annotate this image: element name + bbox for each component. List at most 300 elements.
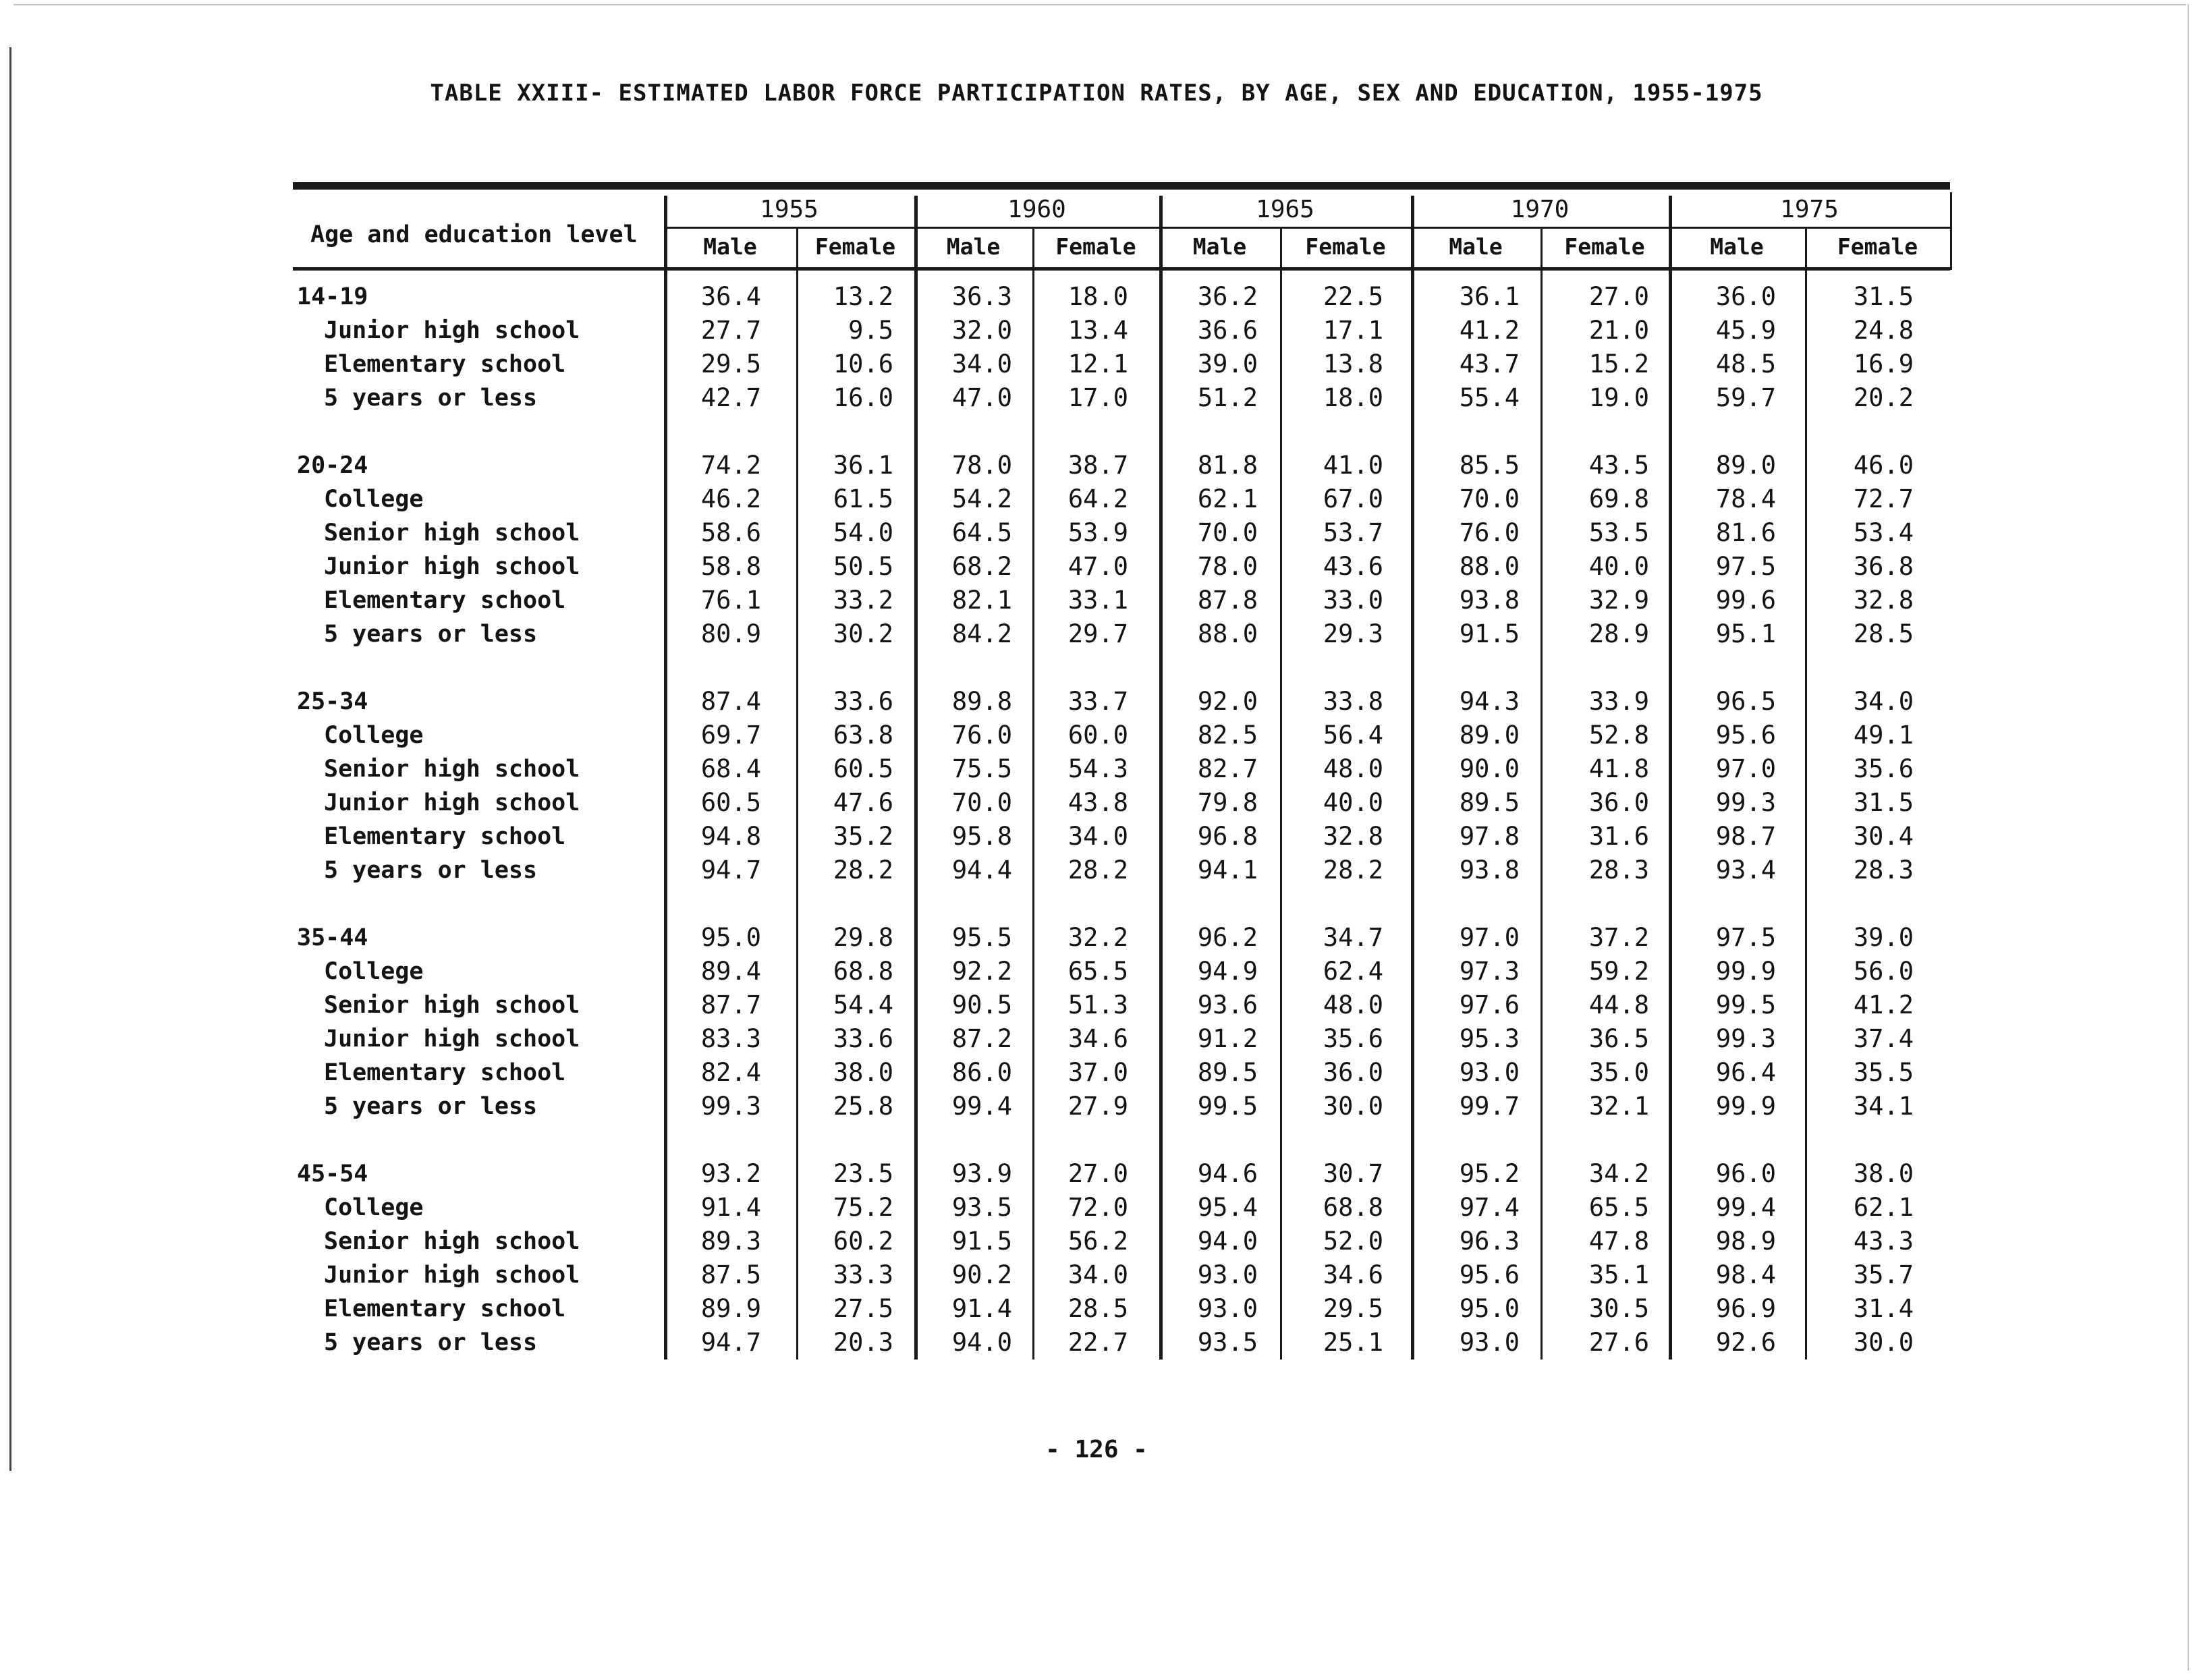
table-cell: 35.0 bbox=[1588, 1058, 1649, 1087]
table-cell: 87.4 bbox=[700, 687, 761, 716]
table-cell: 94.3 bbox=[1459, 687, 1520, 716]
table-cell: 28.2 bbox=[833, 856, 893, 885]
table-cell: 43.6 bbox=[1323, 552, 1383, 581]
table-cell: 32.8 bbox=[1323, 822, 1383, 851]
table-cell: 30.2 bbox=[833, 619, 893, 648]
table-cell: 9.5 bbox=[848, 316, 893, 345]
age-group-label: 20-24 bbox=[297, 452, 368, 479]
table-cell: 74.2 bbox=[700, 451, 761, 480]
table-cell: 64.5 bbox=[951, 518, 1012, 547]
table-cell: 76.0 bbox=[1459, 518, 1520, 547]
table-cell: 89.0 bbox=[1715, 451, 1776, 480]
table-cell: 28.3 bbox=[1588, 856, 1649, 885]
table-cell: 89.9 bbox=[700, 1294, 761, 1323]
page-border-left bbox=[9, 47, 11, 1471]
table-cell: 75.2 bbox=[833, 1193, 893, 1222]
table-cell: 19.0 bbox=[1588, 383, 1649, 412]
table-cell: 95.5 bbox=[951, 923, 1012, 952]
table-cell: 82.4 bbox=[700, 1058, 761, 1087]
table-cell: 35.2 bbox=[833, 822, 893, 851]
table-cell: 47.0 bbox=[1067, 552, 1128, 581]
table-cell: 35.5 bbox=[1853, 1058, 1914, 1087]
table-cell: 78.0 bbox=[951, 451, 1012, 480]
table-cell: 43.5 bbox=[1588, 451, 1649, 480]
table-cell: 78.0 bbox=[1197, 552, 1258, 581]
education-level-label: Junior high school bbox=[324, 1026, 580, 1053]
table-cell: 17.0 bbox=[1067, 383, 1128, 412]
table-cell: 60.2 bbox=[833, 1227, 893, 1256]
table-cell: 36.0 bbox=[1323, 1058, 1383, 1087]
sex-subheader: Female bbox=[814, 233, 896, 260]
table-cell: 33.1 bbox=[1067, 586, 1128, 615]
sex-subheader: Male bbox=[1192, 233, 1247, 260]
column-rule bbox=[1950, 192, 1952, 270]
sex-subheader: Female bbox=[1055, 233, 1136, 260]
education-level-label: 5 years or less bbox=[324, 1329, 538, 1356]
table-cell: 99.6 bbox=[1715, 586, 1776, 615]
table-cell: 10.6 bbox=[833, 349, 893, 379]
table-cell: 88.0 bbox=[1459, 552, 1520, 581]
table-cell: 46.2 bbox=[700, 484, 761, 513]
table-cell: 70.0 bbox=[1459, 484, 1520, 513]
table-cell: 89.3 bbox=[700, 1227, 761, 1256]
table-cell: 35.6 bbox=[1853, 754, 1914, 783]
table-cell: 68.4 bbox=[700, 754, 761, 783]
table-cell: 22.5 bbox=[1323, 282, 1383, 311]
table-cell: 96.0 bbox=[1715, 1159, 1776, 1188]
education-level-label: 5 years or less bbox=[324, 857, 538, 884]
table-cell: 38.0 bbox=[1853, 1159, 1914, 1188]
table-cell: 37.2 bbox=[1588, 923, 1649, 952]
table-cell: 82.5 bbox=[1197, 721, 1258, 750]
sex-subheader: Male bbox=[1449, 233, 1503, 260]
table-cell: 69.8 bbox=[1588, 484, 1649, 513]
table-cell: 96.3 bbox=[1459, 1227, 1520, 1256]
table-cell: 13.8 bbox=[1323, 349, 1383, 379]
table-cell: 99.4 bbox=[951, 1092, 1012, 1121]
table-cell: 87.8 bbox=[1197, 586, 1258, 615]
table-cell: 23.5 bbox=[833, 1159, 893, 1188]
year-header: 1970 bbox=[1510, 196, 1570, 223]
table-cell: 42.7 bbox=[700, 383, 761, 412]
table-cell: 93.0 bbox=[1459, 1328, 1520, 1357]
table-cell: 72.0 bbox=[1067, 1193, 1128, 1222]
education-level-label: Elementary school bbox=[324, 1059, 566, 1086]
table-cell: 65.5 bbox=[1067, 957, 1128, 986]
table-cell: 94.8 bbox=[700, 822, 761, 851]
table-cell: 94.1 bbox=[1197, 856, 1258, 885]
table-cell: 31.5 bbox=[1853, 788, 1914, 817]
table-cell: 36.2 bbox=[1197, 282, 1258, 311]
table-cell: 78.4 bbox=[1715, 484, 1776, 513]
table-cell: 70.0 bbox=[951, 788, 1012, 817]
table-cell: 34.0 bbox=[951, 349, 1012, 379]
table-cell: 33.7 bbox=[1067, 687, 1128, 716]
table-cell: 93.2 bbox=[700, 1159, 761, 1188]
table-cell: 32.0 bbox=[951, 316, 1012, 345]
table-cell: 97.5 bbox=[1715, 923, 1776, 952]
table-cell: 91.4 bbox=[951, 1294, 1012, 1323]
table-cell: 43.7 bbox=[1459, 349, 1520, 379]
table-cell: 80.9 bbox=[700, 619, 761, 648]
education-level-label: 5 years or less bbox=[324, 385, 538, 412]
table-cell: 36.4 bbox=[700, 282, 761, 311]
table-cell: 29.8 bbox=[833, 923, 893, 952]
table-cell: 27.9 bbox=[1067, 1092, 1128, 1121]
table-cell: 38.7 bbox=[1067, 451, 1128, 480]
table-cell: 43.8 bbox=[1067, 788, 1128, 817]
table-cell: 47.6 bbox=[833, 788, 893, 817]
table-cell: 20.3 bbox=[833, 1328, 893, 1357]
table-cell: 90.2 bbox=[951, 1260, 1012, 1289]
table-cell: 35.6 bbox=[1323, 1024, 1383, 1053]
table-cell: 29.7 bbox=[1067, 619, 1128, 648]
table-cell: 90.0 bbox=[1459, 754, 1520, 783]
table-cell: 31.5 bbox=[1853, 282, 1914, 311]
table-cell: 34.2 bbox=[1588, 1159, 1649, 1188]
table-cell: 39.0 bbox=[1197, 349, 1258, 379]
table-cell: 52.0 bbox=[1323, 1227, 1383, 1256]
education-level-label: Junior high school bbox=[324, 553, 580, 580]
table-cell: 41.2 bbox=[1853, 990, 1914, 1019]
table-cell: 44.8 bbox=[1588, 990, 1649, 1019]
table-cell: 93.9 bbox=[951, 1159, 1012, 1188]
table-cell: 99.9 bbox=[1715, 1092, 1776, 1121]
table-cell: 93.0 bbox=[1197, 1260, 1258, 1289]
table-cell: 94.7 bbox=[700, 1328, 761, 1357]
table-cell: 36.5 bbox=[1588, 1024, 1649, 1053]
table-cell: 75.5 bbox=[951, 754, 1012, 783]
table-top-rule bbox=[293, 182, 1950, 190]
table-cell: 37.0 bbox=[1067, 1058, 1128, 1087]
table-cell: 68.2 bbox=[951, 552, 1012, 581]
table-cell: 62.4 bbox=[1323, 957, 1383, 986]
table-cell: 33.2 bbox=[833, 586, 893, 615]
table-cell: 30.0 bbox=[1323, 1092, 1383, 1121]
table-cell: 99.9 bbox=[1715, 957, 1776, 986]
sex-subheader: Female bbox=[1837, 233, 1918, 260]
table-cell: 28.2 bbox=[1323, 856, 1383, 885]
table-cell: 95.6 bbox=[1715, 721, 1776, 750]
education-level-label: Junior high school bbox=[324, 789, 580, 816]
table-cell: 96.8 bbox=[1197, 822, 1258, 851]
table-cell: 89.5 bbox=[1459, 788, 1520, 817]
table-cell: 27.6 bbox=[1588, 1328, 1649, 1357]
age-group-label: 45-54 bbox=[297, 1160, 368, 1187]
table-cell: 94.7 bbox=[700, 856, 761, 885]
table-cell: 97.4 bbox=[1459, 1193, 1520, 1222]
table-cell: 15.2 bbox=[1588, 349, 1649, 379]
table-cell: 32.8 bbox=[1853, 586, 1914, 615]
table-cell: 94.0 bbox=[1197, 1227, 1258, 1256]
table-cell: 89.5 bbox=[1197, 1058, 1258, 1087]
table-cell: 32.9 bbox=[1588, 586, 1649, 615]
table-cell: 49.1 bbox=[1853, 721, 1914, 750]
table-cell: 89.8 bbox=[951, 687, 1012, 716]
table-cell: 37.4 bbox=[1853, 1024, 1914, 1053]
table-cell: 68.8 bbox=[833, 957, 893, 986]
sex-subheader: Male bbox=[946, 233, 1001, 260]
table-cell: 24.8 bbox=[1853, 316, 1914, 345]
header-bottom-rule bbox=[293, 267, 1950, 271]
table-cell: 87.2 bbox=[951, 1024, 1012, 1053]
table-cell: 62.1 bbox=[1853, 1193, 1914, 1222]
year-header: 1955 bbox=[760, 196, 818, 223]
table-cell: 98.4 bbox=[1715, 1260, 1776, 1289]
education-level-label: Elementary school bbox=[324, 1295, 566, 1322]
table-cell: 95.0 bbox=[700, 923, 761, 952]
table-cell: 96.4 bbox=[1715, 1058, 1776, 1087]
table-cell: 48.5 bbox=[1715, 349, 1776, 379]
table-cell: 91.4 bbox=[700, 1193, 761, 1222]
table-cell: 59.7 bbox=[1715, 383, 1776, 412]
table-cell: 43.3 bbox=[1853, 1227, 1914, 1256]
table-cell: 97.5 bbox=[1715, 552, 1776, 581]
table-cell: 97.3 bbox=[1459, 957, 1520, 986]
table-cell: 67.0 bbox=[1323, 484, 1383, 513]
table-cell: 76.1 bbox=[700, 586, 761, 615]
table-cell: 31.4 bbox=[1853, 1294, 1914, 1323]
table-cell: 81.8 bbox=[1197, 451, 1258, 480]
table-cell: 34.0 bbox=[1067, 1260, 1128, 1289]
table-cell: 95.3 bbox=[1459, 1024, 1520, 1053]
table-cell: 41.8 bbox=[1588, 754, 1649, 783]
page-number: - 126 - bbox=[1045, 1436, 1148, 1463]
table-cell: 28.5 bbox=[1067, 1294, 1128, 1323]
table-cell: 53.4 bbox=[1853, 518, 1914, 547]
table-cell: 56.2 bbox=[1067, 1227, 1128, 1256]
table-cell: 36.1 bbox=[833, 451, 893, 480]
table-cell: 51.3 bbox=[1067, 990, 1128, 1019]
table-cell: 34.1 bbox=[1853, 1092, 1914, 1121]
table-cell: 48.0 bbox=[1323, 990, 1383, 1019]
table-cell: 93.5 bbox=[951, 1193, 1012, 1222]
table-cell: 27.7 bbox=[700, 316, 761, 345]
table-cell: 30.5 bbox=[1588, 1294, 1649, 1323]
table-cell: 92.6 bbox=[1715, 1328, 1776, 1357]
table-cell: 33.0 bbox=[1323, 586, 1383, 615]
table-cell: 13.2 bbox=[833, 282, 893, 311]
table-cell: 50.5 bbox=[833, 552, 893, 581]
table-cell: 93.0 bbox=[1197, 1294, 1258, 1323]
education-level-label: Junior high school bbox=[324, 1262, 580, 1289]
table-cell: 97.0 bbox=[1459, 923, 1520, 952]
table-cell: 46.0 bbox=[1853, 451, 1914, 480]
table-cell: 99.5 bbox=[1197, 1092, 1258, 1121]
table-cell: 70.0 bbox=[1197, 518, 1258, 547]
table-cell: 96.5 bbox=[1715, 687, 1776, 716]
year-header: 1965 bbox=[1256, 196, 1314, 223]
table-cell: 40.0 bbox=[1323, 788, 1383, 817]
table-cell: 28.3 bbox=[1853, 856, 1914, 885]
table-cell: 93.8 bbox=[1459, 586, 1520, 615]
sex-subheader: Female bbox=[1305, 233, 1386, 260]
table-cell: 60.0 bbox=[1067, 721, 1128, 750]
table-cell: 36.0 bbox=[1588, 788, 1649, 817]
table-cell: 96.9 bbox=[1715, 1294, 1776, 1323]
table-cell: 38.0 bbox=[833, 1058, 893, 1087]
table-cell: 94.4 bbox=[951, 856, 1012, 885]
table-cell: 33.6 bbox=[833, 1024, 893, 1053]
table-cell: 62.1 bbox=[1197, 484, 1258, 513]
table-cell: 97.6 bbox=[1459, 990, 1520, 1019]
table-cell: 87.7 bbox=[700, 990, 761, 1019]
table-cell: 72.7 bbox=[1853, 484, 1914, 513]
education-level-label: Senior high school bbox=[324, 520, 580, 547]
table-cell: 48.0 bbox=[1323, 754, 1383, 783]
education-level-label: College bbox=[324, 1194, 424, 1221]
page-border-top bbox=[13, 4, 2186, 5]
table-cell: 32.1 bbox=[1588, 1092, 1649, 1121]
education-level-label: Senior high school bbox=[324, 992, 580, 1019]
table-cell: 91.5 bbox=[951, 1227, 1012, 1256]
table-cell: 33.6 bbox=[833, 687, 893, 716]
table-cell: 33.9 bbox=[1588, 687, 1649, 716]
table-cell: 28.2 bbox=[1067, 856, 1128, 885]
table-cell: 91.5 bbox=[1459, 619, 1520, 648]
table-cell: 88.0 bbox=[1197, 619, 1258, 648]
table-cell: 61.5 bbox=[833, 484, 893, 513]
table-cell: 60.5 bbox=[833, 754, 893, 783]
table-cell: 95.4 bbox=[1197, 1193, 1258, 1222]
table-cell: 89.0 bbox=[1459, 721, 1520, 750]
table-cell: 59.2 bbox=[1588, 957, 1649, 986]
table-cell: 36.1 bbox=[1459, 282, 1520, 311]
education-level-label: Senior high school bbox=[324, 756, 580, 783]
table-cell: 25.8 bbox=[833, 1092, 893, 1121]
education-level-label: College bbox=[324, 722, 424, 749]
table-cell: 99.7 bbox=[1459, 1092, 1520, 1121]
table-cell: 52.8 bbox=[1588, 721, 1649, 750]
table-cell: 93.0 bbox=[1459, 1058, 1520, 1087]
education-level-label: College bbox=[324, 958, 424, 985]
table-cell: 84.2 bbox=[951, 619, 1012, 648]
table-cell: 36.0 bbox=[1715, 282, 1776, 311]
table-cell: 41.2 bbox=[1459, 316, 1520, 345]
table-cell: 36.3 bbox=[951, 282, 1012, 311]
table-cell: 41.0 bbox=[1323, 451, 1383, 480]
table-cell: 93.4 bbox=[1715, 856, 1776, 885]
table-cell: 16.9 bbox=[1853, 349, 1914, 379]
table-cell: 94.6 bbox=[1197, 1159, 1258, 1188]
table-cell: 54.3 bbox=[1067, 754, 1128, 783]
table-cell: 55.4 bbox=[1459, 383, 1520, 412]
year-header: 1975 bbox=[1780, 196, 1839, 223]
table-cell: 56.4 bbox=[1323, 721, 1383, 750]
table-cell: 34.7 bbox=[1323, 923, 1383, 952]
table-cell: 99.3 bbox=[700, 1092, 761, 1121]
table-cell: 30.7 bbox=[1323, 1159, 1383, 1188]
table-cell: 34.6 bbox=[1067, 1024, 1128, 1053]
table-cell: 93.5 bbox=[1197, 1328, 1258, 1357]
table-cell: 69.7 bbox=[700, 721, 761, 750]
table-cell: 60.5 bbox=[700, 788, 761, 817]
table-cell: 29.3 bbox=[1323, 619, 1383, 648]
table-cell: 27.5 bbox=[833, 1294, 893, 1323]
table-cell: 53.5 bbox=[1588, 518, 1649, 547]
year-subheader-rule bbox=[664, 227, 1950, 229]
table-cell: 30.0 bbox=[1853, 1328, 1914, 1357]
table-cell: 32.2 bbox=[1067, 923, 1128, 952]
table-cell: 31.6 bbox=[1588, 822, 1649, 851]
sex-subheader: Male bbox=[1710, 233, 1764, 260]
table-cell: 12.1 bbox=[1067, 349, 1128, 379]
table-cell: 47.8 bbox=[1588, 1227, 1649, 1256]
table-cell: 16.0 bbox=[833, 383, 893, 412]
table-cell: 93.6 bbox=[1197, 990, 1258, 1019]
table-cell: 97.0 bbox=[1715, 754, 1776, 783]
table-cell: 65.5 bbox=[1588, 1193, 1649, 1222]
table-cell: 97.8 bbox=[1459, 822, 1520, 851]
table-cell: 76.0 bbox=[951, 721, 1012, 750]
table-cell: 22.7 bbox=[1067, 1328, 1128, 1357]
table-cell: 28.5 bbox=[1853, 619, 1914, 648]
table-cell: 82.1 bbox=[951, 586, 1012, 615]
table-cell: 94.0 bbox=[951, 1328, 1012, 1357]
table-cell: 94.9 bbox=[1197, 957, 1258, 986]
table-cell: 53.7 bbox=[1323, 518, 1383, 547]
table-cell: 54.2 bbox=[951, 484, 1012, 513]
table-cell: 68.8 bbox=[1323, 1193, 1383, 1222]
table-cell: 90.5 bbox=[951, 990, 1012, 1019]
table-cell: 92.2 bbox=[951, 957, 1012, 986]
table-cell: 54.4 bbox=[833, 990, 893, 1019]
age-group-label: 14-19 bbox=[297, 283, 368, 310]
table-cell: 98.7 bbox=[1715, 822, 1776, 851]
table-cell: 87.5 bbox=[700, 1260, 761, 1289]
table-cell: 18.0 bbox=[1323, 383, 1383, 412]
education-level-label: Elementary school bbox=[324, 351, 566, 378]
table-cell: 45.9 bbox=[1715, 316, 1776, 345]
table-cell: 35.1 bbox=[1588, 1260, 1649, 1289]
table-cell: 86.0 bbox=[951, 1058, 1012, 1087]
table-cell: 91.2 bbox=[1197, 1024, 1258, 1053]
table-cell: 34.6 bbox=[1323, 1260, 1383, 1289]
education-level-label: Elementary school bbox=[324, 823, 566, 850]
table-cell: 92.0 bbox=[1197, 687, 1258, 716]
table-cell: 51.2 bbox=[1197, 383, 1258, 412]
table-cell: 39.0 bbox=[1853, 923, 1914, 952]
table-cell: 33.3 bbox=[833, 1260, 893, 1289]
table-cell: 99.3 bbox=[1715, 788, 1776, 817]
table-cell: 83.3 bbox=[700, 1024, 761, 1053]
table-cell: 95.8 bbox=[951, 822, 1012, 851]
table-cell: 54.0 bbox=[833, 518, 893, 547]
table-cell: 95.6 bbox=[1459, 1260, 1520, 1289]
age-group-label: 25-34 bbox=[297, 688, 368, 715]
table-cell: 35.7 bbox=[1853, 1260, 1914, 1289]
table-cell: 99.4 bbox=[1715, 1193, 1776, 1222]
table-cell: 13.4 bbox=[1067, 316, 1128, 345]
table-cell: 96.2 bbox=[1197, 923, 1258, 952]
table-cell: 95.2 bbox=[1459, 1159, 1520, 1188]
table-cell: 58.6 bbox=[700, 518, 761, 547]
table-cell: 34.0 bbox=[1067, 822, 1128, 851]
table-cell: 99.5 bbox=[1715, 990, 1776, 1019]
table-cell: 85.5 bbox=[1459, 451, 1520, 480]
table-cell: 29.5 bbox=[700, 349, 761, 379]
table-cell: 25.1 bbox=[1323, 1328, 1383, 1357]
table-cell: 20.2 bbox=[1853, 383, 1914, 412]
year-header: 1960 bbox=[1007, 196, 1066, 223]
table-cell: 53.9 bbox=[1067, 518, 1128, 547]
table-cell: 21.0 bbox=[1588, 316, 1649, 345]
table-cell: 28.9 bbox=[1588, 619, 1649, 648]
education-level-label: Senior high school bbox=[324, 1228, 580, 1255]
education-level-label: 5 years or less bbox=[324, 1093, 538, 1120]
table-cell: 82.7 bbox=[1197, 754, 1258, 783]
table-cell: 95.1 bbox=[1715, 619, 1776, 648]
